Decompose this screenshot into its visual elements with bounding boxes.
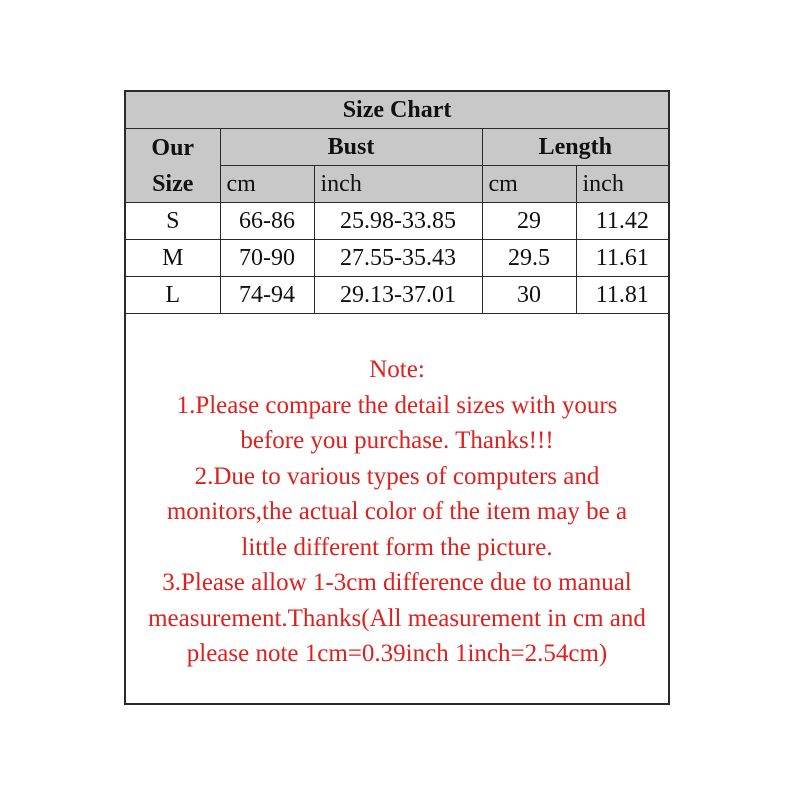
table-row xyxy=(126,203,668,240)
group-header-row xyxy=(126,129,668,166)
note-line: 1.Please compare the detail sizes with yours xyxy=(176,391,618,419)
table-title: Size Chart xyxy=(126,92,668,129)
bust-header: Bust xyxy=(220,129,482,166)
size-label: M xyxy=(126,240,220,277)
table-row xyxy=(126,277,668,314)
note-line: measurement.Thanks(All measurement in cm and xyxy=(148,604,646,632)
notes-heading: Note: xyxy=(369,356,425,383)
length-inch-value: 11.81 xyxy=(576,277,668,314)
bust-inch-value: 29.13-37.01 xyxy=(314,277,482,314)
bust-cm-value: 70-90 xyxy=(220,240,314,277)
length-inch-value: 11.61 xyxy=(576,240,668,277)
note-line: little different form the picture. xyxy=(241,533,553,561)
our-size-header xyxy=(126,129,220,203)
size-label: L xyxy=(126,277,220,314)
title-row xyxy=(126,92,668,129)
length-cm-value: 29 xyxy=(482,203,576,240)
bust-cm-value: 74-94 xyxy=(220,277,314,314)
note-line: 2.Due to various types of computers and xyxy=(194,462,600,490)
our-size-line1: Our xyxy=(151,134,195,161)
bust-inch-unit: inch xyxy=(314,166,482,203)
notes-block xyxy=(126,352,668,672)
length-inch-unit: inch xyxy=(576,166,668,203)
note-line: 3.Please allow 1-3cm difference due to manual xyxy=(162,569,632,596)
bust-cm-value: 66-86 xyxy=(220,203,314,240)
length-cm-value: 30 xyxy=(482,277,576,314)
length-cm-unit: cm xyxy=(482,166,576,203)
length-inch-value: 11.42 xyxy=(576,203,668,240)
length-header: Length xyxy=(482,129,668,166)
note-line: monitors,the actual color of the item may be a xyxy=(166,498,628,525)
bust-cm-unit: cm xyxy=(220,166,314,203)
note-line: before you purchase. Thanks!!! xyxy=(240,427,554,454)
note-line: please note 1cm=0.39inch 1inch=2.54cm) xyxy=(186,640,608,667)
length-cm-value: 29.5 xyxy=(482,240,576,277)
size-label: S xyxy=(126,203,220,240)
size-chart-table xyxy=(126,92,668,314)
bust-inch-value: 27.55-35.43 xyxy=(314,240,482,277)
bust-inch-value: 25.98-33.85 xyxy=(314,203,482,240)
size-chart-sheet xyxy=(124,90,670,705)
table-row xyxy=(126,240,668,277)
our-size-line2: Size xyxy=(152,170,194,197)
